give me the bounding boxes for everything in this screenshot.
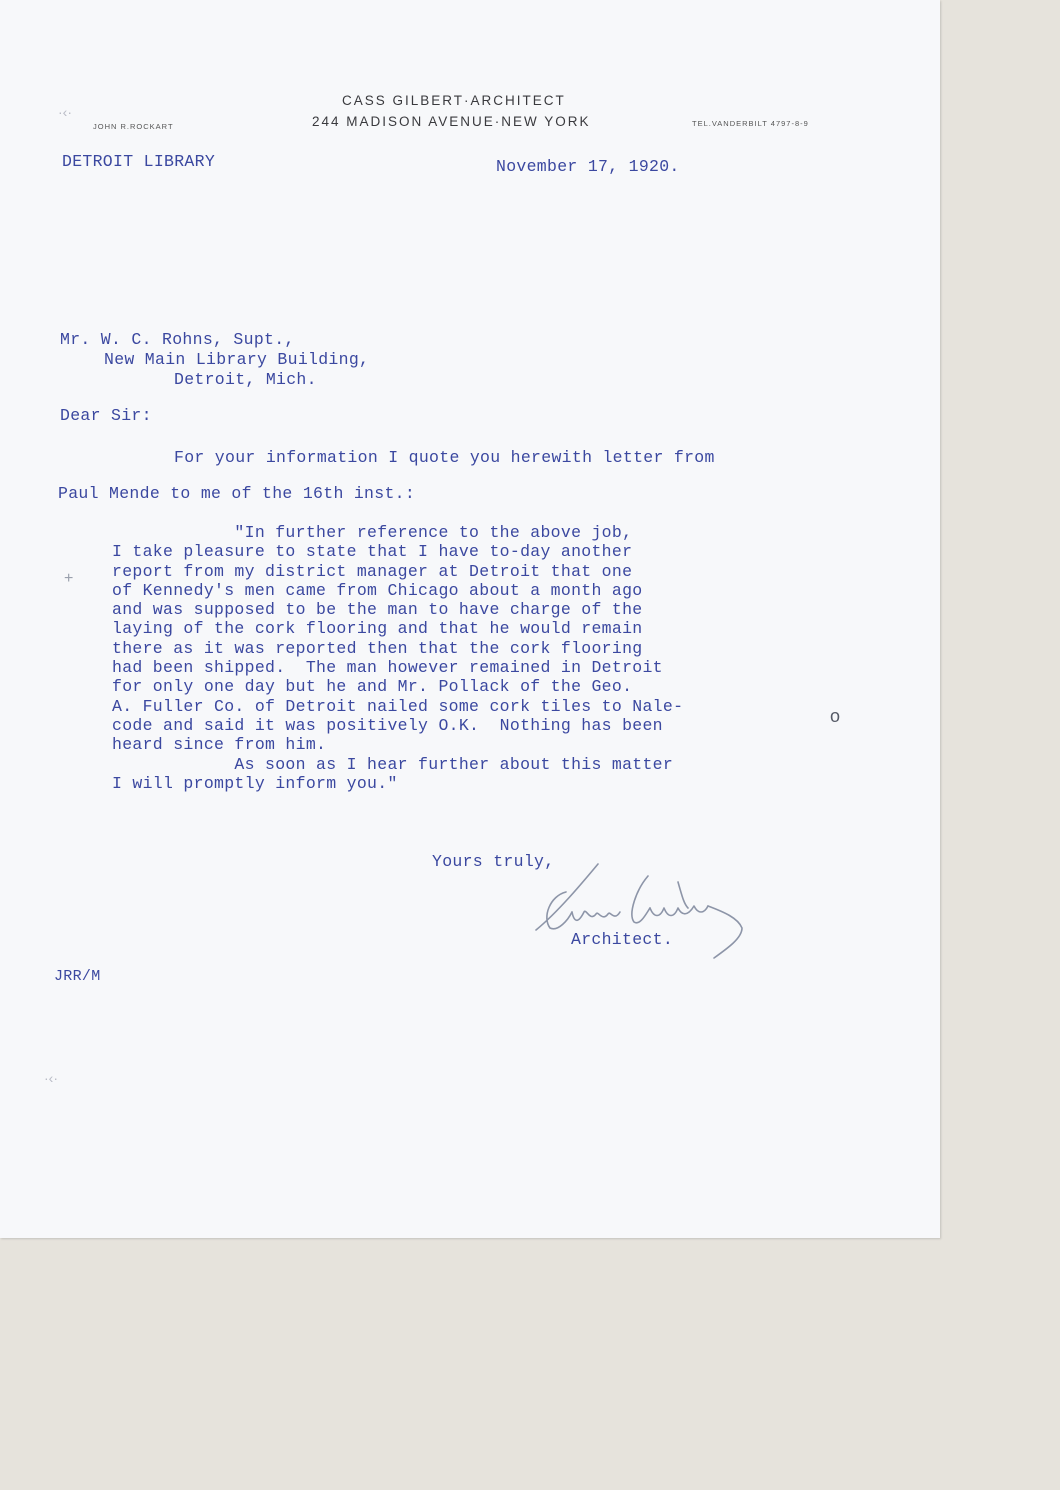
binder-hole-mark: ·‹·: [44, 1070, 58, 1086]
quote-line: "In further reference to the above job,: [112, 523, 633, 542]
quote-line: for only one day but he and Mr. Pollack of the Geo.: [112, 677, 633, 697]
quote-line: I take pleasure to state that I have to-day another: [112, 542, 633, 562]
typist-initials: JRR/M: [54, 968, 101, 985]
binder-hole-mark: ·‹·: [58, 104, 72, 120]
quote-line: I will promptly inform you.": [112, 773, 398, 793]
quote-line: had been shipped. The man however remained in Detroit: [112, 658, 663, 678]
letterhead-firm: CASS GILBERT·ARCHITECT: [342, 93, 566, 108]
recipient-line-1: Mr. W. C. Rohns, Supt.,: [60, 330, 295, 349]
letterhead-address: 244 MADISON AVENUE·NEW YORK: [312, 114, 591, 129]
quote-line: there as it was reported then that the cork flooring: [112, 638, 643, 658]
quote-line: As soon as I hear further about this matter: [112, 754, 674, 774]
pin-mark: +: [64, 570, 74, 587]
letterhead-left-name: JOHN R.ROCKART: [93, 122, 174, 131]
quote-line: and was supposed to be the man to have charge of the: [112, 600, 643, 620]
quoted-letter: [112, 523, 683, 793]
quote-line: heard since from him.: [112, 735, 327, 755]
quote-line: report from my district manager at Detroit that one: [112, 561, 633, 581]
intro-line-1: For your information I quote you herewith letter from: [174, 448, 715, 467]
salutation: Dear Sir:: [60, 406, 152, 425]
quote-line: code and said it was positively O.K. Nothing has been: [112, 715, 663, 735]
recipient-line-3: Detroit, Mich.: [174, 370, 317, 389]
letterhead-telephone: TEL.VANDERBILT 4797-8-9: [692, 119, 809, 128]
recipient-line-2: New Main Library Building,: [104, 350, 370, 369]
letter-date: November 17, 1920.: [496, 157, 680, 176]
ink-blot: o: [830, 706, 841, 726]
quote-line: of Kennedy's men came from Chicago about a month ago: [112, 580, 643, 600]
signature-title: Architect.: [571, 930, 674, 949]
reference-line: DETROIT LIBRARY: [62, 152, 216, 171]
quote-line: laying of the cork flooring and that he would remain: [112, 619, 643, 639]
closing: Yours truly,: [432, 852, 555, 871]
intro-line-2: Paul Mende to me of the 16th inst.:: [58, 484, 416, 503]
quote-line: A. Fuller Co. of Detroit nailed some cork tiles to Nale-: [112, 696, 684, 716]
